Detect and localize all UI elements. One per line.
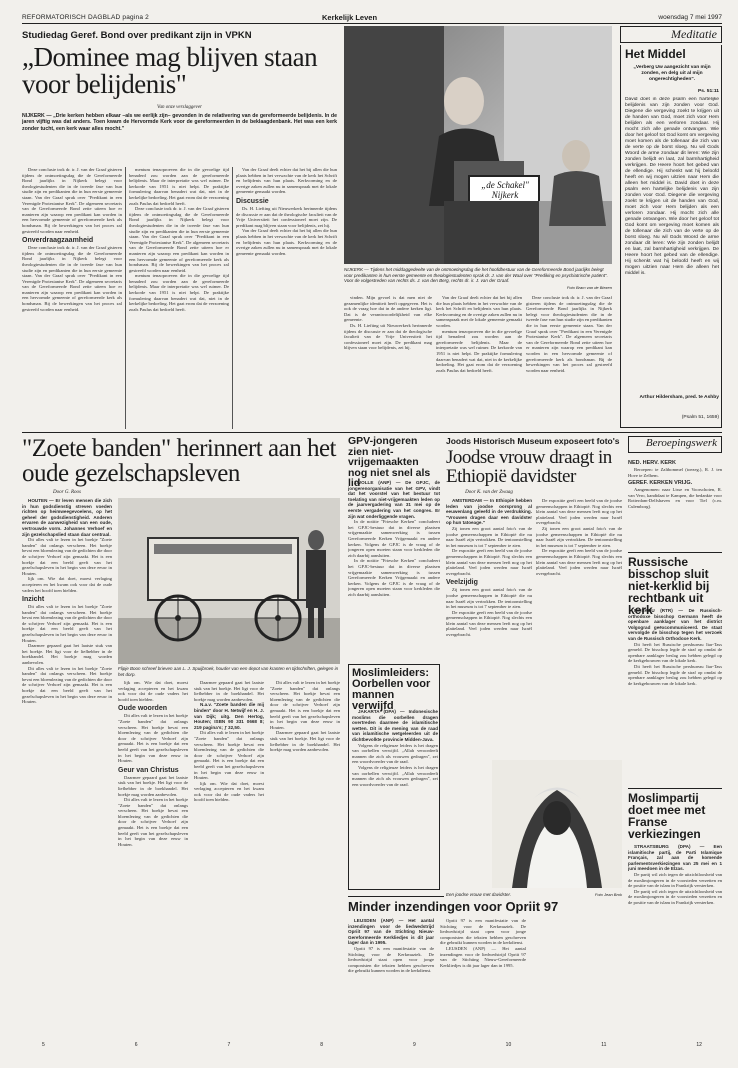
beroepingswerk-body	[628, 458, 722, 548]
moslimleiders-body-text: Volgens de religieuze leiders is het dragen van oorbellen verwijfd. „Allah veroordeelt mannen die zich als vrouwen gedragen", zei een woordvoerder van de raad.	[352, 742, 438, 765]
gezangen-body-3b: Dit alles valt te lezen in het boekje "Zoete banden" dat onlangs verscheen. Het boekje bevat een bloemlezing van de gedichten die door de schrijver Verhoef zijn gemaakt. Het is een boekje dat een beeld geeft van het gezelschapsleven in het begin van deze eeuw in Houten.	[194, 730, 264, 781]
meditatie-body-text: David doet in deze psalm een hartelijke belijdenis van zijn zonden voor God. Diegene die vergeving zoekt te krijgen uit de handen van God, moet zich voor Hem belijden als een verloren zondaar. Hij mocht zich alle genade ontvangen. Wie door het geloof tot God komt om vergeving moet komen als de tollenaar die zich van de verte op de borst sloeg. Nu wil Gods Woord de arme zondaar dit leren: Wie zijn zonden belijdt en laat, zal barmhartigheid verkrijgen. De Heere hoort het gebed van de ellendige. Hij schenkt wat hij beloofd heeft en wij mogen uitzien naar Hem die alleen het middel is.	[625, 97, 719, 186]
masthead-left: REFORMATORISCH DAGBLAD pagina 2	[22, 14, 149, 21]
subhead-geur-van-christus: Geur van Christus	[118, 766, 179, 774]
top-story-kicker: Studiedag Geref. Bond over predikant zijn in VPKN	[22, 30, 252, 41]
moslimleiders-body	[352, 709, 438, 887]
meditatie-box	[620, 45, 722, 428]
joods-headline: Joodse vrouw draagt in Ethiopië davidster	[446, 447, 612, 487]
russische-headline: Russische bisschop sluit niet-kerklid bij rechtbank uit kerk	[628, 555, 710, 617]
beroepingswerk-heading-2: GEREF. KERKEN VRIJG.	[628, 480, 693, 487]
subhead-onverdraagzaamheid: Onverdraagzaamheid	[22, 237, 94, 245]
joods-photo-credit: Foto Jean Brok	[594, 892, 622, 897]
top-photo-caption: NIJKERK — Tijdens het middaggedeelte van de ontmoetingsdag die het hoofdbestuur van de Gereformeerde Bond jaarlijks belegt voor predikanten in hun eerste gemeente en theologiestudenten sprak dr. J. van der Waal over "Prediking en psychiatrische patiënt". Voor de volgestreden van rechts ds. J. van den Berg, rechts dr. ir. J. van der Graaf.	[344, 267, 608, 283]
footer-marks	[22, 1042, 722, 1050]
top-story-col-3	[236, 167, 337, 429]
moslimleiders-intro: JAKARTA (DPA) — Indonesische moslims die oorbellen dragen overtreden daarmee de islamitische wetten. Dit is de mening van de raad van islamitische wetgeleerden uit de dichtbevolkte provincie Midden-Java.	[352, 709, 438, 742]
top-story-body-1: Deze conclusie trok dr. ir. J. van der Graaf gisteren tijdens de ontmoetingsdag die de Gereformeerde Bond jaarlijks in Nijkerk belegt voor theologiestudenten die in de tweede fase van hun studie zijn en predikanten die in hun eerste gemeente staan. Van der Graaf sprak over "Predikant in een Verenigde Protestantse Kerk". De algemeen secretaris van de Gereformeerde Bond zette uiteen hoe er manieren zijn waarop een predikant kan worden in een hervormde gemeente of gereformeerde kerk als bondsman. Bij de bewerkingen van het proces zal gestreefd worden naar eenheid.	[22, 167, 122, 234]
top-story-col-4	[344, 295, 432, 429]
moslimpartij-headline: Moslimpartij doet mee met Franse verkiezingen	[628, 791, 706, 841]
footer-mark: 7	[227, 1042, 231, 1048]
gezangen-body-3: Daarmee gepaard gaat het laatste stuk van het boekje. Het ligt voor de liefhebber in de boekhandel. Het boekje mag worden aanbevolen.	[194, 680, 264, 702]
top-story-headline: „Dominee mag blijven staan voor belijdenis"	[22, 42, 318, 99]
top-story-body-6b: mentum tenzoproeven die in die gevoelige tijd benaderd zou worden aan de gereformeerde belijdenis. Maar de interpretatie was wel ruimer. De kerkorde van 1951 is niet helpt. De praktijke formulering daarvan benadert wat dat, niet in de kerkelijke bedoeling. Het gaat erom dat de verzoening zoals Paulus dat bedoeld heeft.	[436, 328, 522, 373]
opriit-intro: LEUSDEN (ANP) — Het aantal inzendingen voor de liedwedstrijd Opriit 97 van de Stichting Nieuw-Gereformeerde Kerkliedjes is dit jaar lager dan in 1995.	[348, 918, 434, 946]
moslimpartij-body-text: De partij wil zich tegen de uitzichtloosheid van de moslimjongeren in de voorsteden verzetten en de positie van de islam in Frankrijk versterken.	[628, 871, 722, 889]
masthead-section: Kerkelijk Leven	[322, 13, 378, 22]
footer-mark: 9	[412, 1042, 416, 1048]
moslimleiders-box	[348, 664, 440, 890]
top-story-col-2	[129, 167, 229, 429]
gezangen-col-4	[270, 680, 340, 890]
top-story-body-3: Van der Graaf deelt echter dat het bij allen die hun plaats hebben in het verwachte van de kerk het Schrift en belijdenis van hun plaats. Kerkvorming en de overige zaken zullen nu in samenspraak met de lokale gemeente gemaakt worden.	[236, 167, 337, 195]
top-story-body-2c: mentum tenzoproeven die in die gevoelige tijd benaderd zou worden aan de gereformeerde belijdenis. Maar de interpretatie was wel ruimer. De kerkorde van 1951 is niet helpt. De praktijke formulering daarvan benadert wat dat, niet in de kerkelijke bedoeling. Het gaat erom dat de verzoening zoals Paulus dat bedoeld heeft.	[129, 273, 229, 312]
top-story-intro: NIJKERK — „Drie kerken hebben elkaar –als we eerlijk zijn– gevonden in de relativering van de gereformeerde belijdenis. In de jaren vijftig was dat anders. Toen kwam de Hervormde Kerk voor de gereformeerden in de beklaagdenbank. Het was een kerk zonder tucht, een kerk waar alles mocht."	[22, 113, 337, 132]
ethiopian-woman-photo-svg	[492, 760, 622, 888]
beroepingswerk-tab: Beroepingswerk	[628, 436, 722, 453]
subhead-oude-woorden: Oude woorden	[118, 705, 167, 713]
meditatie-tab: Meditatie	[620, 26, 722, 43]
joods-body-2: De expositie geeft een beeld van de joodse gemeenschappen in Ethiopië. Nog slechts een klein aantal van deze mensen leeft nog op het platteland. Veel joden werden naar Israël overgebracht.	[536, 498, 622, 526]
top-story-body-5b: Ds. H. Liefting uit Nieuwerkerk herinnerde tijdens de discussie er aan dat de theologische faculteit van de Vrije Universiteit het confessioneel moet zijn. De predikant mag blijven staan voor belijdenis, zei hij.	[344, 322, 432, 351]
top-story-body-4: Ds. H. Liefting uit Nieuwerkerk herinnerde tijdens de discussie er aan dat de theologische faculteit van de Vrije Universiteit het confessioneel moet zijn. De predikant mag blijven staan voor belijdenis, zei hij.	[236, 205, 337, 228]
gezangen-body-4b: Daarmee gepaard gaat het laatste stuk van het boekje. Het ligt voor de liefhebber in de boekhandel. Het boekje mag worden aanbevolen.	[270, 730, 340, 753]
top-story-body-4b: Van der Graaf deelt echter dat het bij allen die hun plaats hebben in het verwachte van de kerk het Schrift en belijdenis van hun plaats. Kerkvorming en de overige zaken zullen nu in samenspraak met de lokale gemeente gemaakt worden.	[236, 228, 337, 256]
gezangen-headline: "Zoete banden" herinnert aan het oude gezelschapsleven	[22, 435, 336, 487]
newspaper-page	[22, 12, 722, 1052]
russische-intro: MOSKOU (RTR) — De Russisch-orthodoxe bisschop Germann heeft de openbare aanklager van het district Volgograd geëxcommuniceerd. De staat vervolgde de bisschop tegen het verzoek van de Russisch Orthodoxe Kerk.	[628, 608, 722, 641]
section-rule	[348, 896, 444, 897]
subhead-discussie: Discussie	[236, 197, 269, 205]
top-story-body-6: Van der Graaf deelt echter dat het bij allen die hun plaats hebben in het verwachte van de kerk het Schrift en belijdenis van hun plaats. Kerkvorming en de overige zaken zullen nu in samenspraak met de lokale gemeente gemaakt worden.	[436, 295, 522, 328]
gezangen-body-1e: Dit alles valt te lezen in het boekje "Zoete banden" dat onlangs verscheen. Het boekje bevat een bloemlezing van de gedichten die door de schrijver Verhoef zijn gemaakt. Het is een boekje dat een beeld geeft van het gezelschapsleven in het begin van deze eeuw in Houten.	[22, 665, 112, 705]
beroepingswerk-heading-1: NED. HERV. KERK	[628, 460, 676, 466]
top-story-col-5	[436, 295, 522, 429]
top-story-body-7: Deze conclusie trok dr. ir. J. van der Graaf gisteren tijdens de ontmoetingsdag die de Gereformeerde Bond jaarlijks in Nijkerk belegt voor theologiestudenten die in de tweede fase van hun studie zijn en predikanten die in hun eerste gemeente staan. Van der Graaf sprak over "Predikant in een Verenigde Protestantse Kerk". De algemeen secretaris van de Gereformeerde Bond zette uiteen hoe er manieren zijn waarop een predikant kan worden in een hervormde gemeente of gereformeerde kerk als bondsman. Bij de bewerkingen van het proces zal gestreefd worden naar eenheid.	[526, 295, 612, 373]
gezangen-photo-caption: Flipje Boon schreef brieven aan L. J. Spuijbroek, houder van een depot van kranten en tijdschriften, gelegen in het dorp.	[118, 666, 339, 677]
beroepingswerk-text-2: Aangenomen: naar Lisse en Voorschoten, R. van Vero, kandidaat te Kampen, die bedankte voor Rotterdam-Delfshaven en voor Tiel (c.m. Culemborg).	[628, 487, 722, 509]
top-story-body-2: mentum tenzoproeven die in die gevoelige tijd benaderd zou worden aan de gereformeerde belijdenis. Maar de interpretatie was wel ruimer. De kerkorde van 1951 is niet helpt. De praktijke formulering daarvan benadert wat dat, niet in de kerkelijke bedoeling. Het gaat erom dat de verzoening zoals Paulus dat bedoeld heeft.	[129, 167, 229, 206]
column-divider	[232, 167, 233, 429]
meditatie-quote: „Verberg Uw aangezicht van mijn zonden, en delg uit al mijn ongerechtigheden".	[633, 65, 711, 82]
joods-body-1: Zij tonen een groot aantal foto's van de joodse gemeenschappen in Ethiopië die nu naar Israël zijn vertrokken. De tentoonstelling in het museum is tot 7 september te zien.	[446, 525, 532, 548]
footer-mark: 5	[42, 1042, 45, 1048]
joods-body-2b: Zij tonen een groot aantal foto's van de joodse gemeenschappen in Ethiopië die nu naar Israël zijn vertrokken. De tentoonstelling in het museum is tot 7 september te zien.	[536, 525, 622, 548]
joods-col-2	[536, 498, 622, 756]
opriit-col-2	[440, 918, 526, 1038]
top-story-body-1b: Deze conclusie trok dr. ir. J. van der Graaf gisteren tijdens de ontmoetingsdag die de Gereformeerde Bond jaarlijks in Nijkerk belegt voor theologiestudenten die in de tweede fase van hun studie zijn en predikanten die in hun eerste gemeente staan. Van der Graaf sprak over "Predikant in een Verenigde Protestantse Kerk". De algemeen secretaris van de Gereformeerde Bond zette uiteen hoe er manieren zijn waarop een predikant kan worden in een hervormde gemeente of gereformeerde kerk als bondsman. Bij de bewerkingen van het proces zal gestreefd worden naar eenheid.	[22, 245, 122, 312]
gpv-body-text-2: In de notitie "Friesche Kerken" concludeert het GPJC-bestuur dat in diverse plaatsen vrijgemaakte samenwerking is tussen Gereformeerde Kerken Vrijgemaakt en andere kerken. Volgens de GPJC is de vraag of de jongeren open moeten staan voor kerkleden die zich daarbij aansluiten.	[348, 558, 440, 597]
bread-cart-photo-svg	[118, 498, 340, 664]
gezangen-body-3c: lijk om. Wie dat doet, moest verlaging accepteren en het kwam ook voor dat de oude vaders het hoofd toen hielden.	[194, 780, 264, 803]
joods-kicker: Joods Historisch Museum exposeert foto's	[446, 436, 620, 446]
top-story-body-2b: Deze conclusie trok dr. ir. J. van der Graaf gisteren tijdens de ontmoetingsdag die de Gereformeerde Bond jaarlijks in Nijkerk belegt voor theologiestudenten die in de tweede fase van hun studie zijn en predikanten die in hun eerste gemeente staan. Van der Graaf sprak over "Predikant in een Verenigde Protestantse Kerk". De algemeen secretaris van de Gereformeerde Bond zette uiteen hoe er manieren zijn waarop een predikant kan worden in een hervormde gemeente of gereformeerde kerk als bondsman. Bij de bewerkingen van het proces zal gestreefd worden naar eenheid.	[129, 206, 229, 273]
beroepingswerk-text-1: Beroepen: te Zaltbommel (toezeg.), R. J. ten Hove te Zelhem.	[628, 467, 722, 478]
gezangen-body-2d: Dit alles valt te lezen in het boekje "Zoete banden" dat onlangs verscheen. Het boekje bevat een bloemlezing van de gedichten die door de schrijver Verhoef zijn gemaakt. Het is een boekje dat een beeld geeft van het gezelschapsleven in het begin van deze eeuw in Houten.	[118, 797, 188, 847]
joods-photo-caption: Een joodse vrouw met davidster.	[446, 892, 512, 897]
footer-mark: 12	[696, 1042, 702, 1048]
meditatie-author-ref: (Psalm 51, 1659)	[681, 415, 719, 420]
joods-byline: Door K. van der Zwaag	[465, 490, 513, 495]
gezangen-col-2	[118, 680, 188, 1038]
top-story-body-5: vinden. Mijn gevoel is dat men niet de gezamenlijke identiteit heeft opgegeven. Het is ook de vraag hoe dat in de andere kerken ligt. Dat is de verantwoordelijkheid van elke gemeente.	[344, 295, 432, 323]
gezangen-body-1b: lijk om. Wie dat doet, moest verlaging accepteren en het kwam ook voor dat de oude vaders het hoofd toen hielden.	[22, 576, 112, 593]
joods-intro: AMSTERDAM — In Ethiopië hebben leden van joodse oorsprong al eeuwenlang geleefd in de verdrukking. "Vrouwen dragen daar een davidster op hun tatoeage."	[446, 498, 532, 526]
moslimpartij-intro: STRAATSBURG (DPA) — Een islamitische partij, de Parti Islamique Français, zal aan de komende parlementsverkiezingen van 25 mei en 1 juni meedoen in de Elzas.	[628, 844, 722, 872]
russische-body	[628, 608, 722, 784]
gezangen-body-1: Dit alles valt te lezen in het boekje "Zoete banden" dat onlangs verscheen. Het boekje bevat een bloemlezing van de gedichten die door de schrijver Verhoef zijn gemaakt. Het is een boekje dat een beeld geeft van het gezelschapsleven in het begin van deze eeuw in Houten.	[22, 537, 112, 576]
moslimleiders-headline: Moslimleiders: Oorbellen voor mannen verwijfd	[352, 667, 431, 712]
speaker-photo-svg	[344, 26, 612, 264]
top-story-col-6	[526, 295, 612, 429]
joods-body-1b: De expositie geeft een beeld van de joodse gemeenschappen in Ethiopië. Nog slechts een klein aantal van deze mensen leeft nog op het platteland. Veel joden werden naar Israël overgebracht.	[446, 548, 532, 576]
joods-body-1d: De expositie geeft een beeld van de joodse gemeenschappen in Ethiopië. Nog slechts een klein aantal van deze mensen leeft nog op het platteland. Veel joden werden naar Israël overgebracht.	[446, 609, 532, 638]
gezangen-body-2b: Dit alles valt te lezen in het boekje "Zoete banden" dat onlangs verscheen. Het boekje bevat een bloemlezing van de gedichten die door de schrijver Verhoef zijn gemaakt. Het is een boekje dat een beeld geeft van het gezelschapsleven in het begin van deze eeuw in Houten.	[118, 713, 188, 764]
gezangen-col-1	[22, 498, 112, 1038]
top-photo	[344, 26, 612, 264]
joods-photo	[492, 760, 622, 888]
meditatie-quote-ref: Ps. 51:11	[698, 89, 719, 94]
opriit-col-1	[348, 918, 434, 1038]
gezangen-body-4: Dit alles valt te lezen in het boekje "Zoete banden" dat onlangs verscheen. Het boekje bevat een bloemlezing van de gedichten die door de schrijver Verhoef zijn gemaakt. Het is een boekje dat een beeld geeft van het gezelschapsleven in het begin van deze eeuw in Houten.	[270, 680, 340, 730]
joods-body-1c: Zij tonen een groot aantal foto's van de joodse gemeenschappen in Ethiopië die nu naar Israël zijn vertrokken. De tentoonstelling in het museum is tot 7 september te zien.	[446, 587, 532, 610]
footer-mark: 11	[601, 1042, 607, 1048]
moslimpartij-body	[628, 844, 722, 1038]
gezangen-body-1c: Dit alles valt te lezen in het boekje "Zoete banden" dat onlangs verscheen. Het boekje bevat een bloemlezing van de gedichten die door de schrijver Verhoef zijn gemaakt. Het is een boekje dat een beeld geeft van het gezelschapsleven in het begin van deze eeuw in Houten.	[22, 604, 112, 643]
gezangen-byline: Door G. Roos	[53, 490, 81, 495]
section-rule	[628, 552, 722, 553]
opriit-body-2b: LEUSDEN (ANP) — Het aantal inzendingen voor de liedwedstrijd Opriit 97 van de Stichting Nieuw-Gereformeerde Kerkliedjes is dit jaar lager dan in 1995.	[440, 945, 526, 968]
opriit-body-2: Opriit 97 is een manifestatie van de Stichting voor de Kerkmuziek. De liedwedstrijd staat open voor jonge componisten die teksten hebben geschreven die gebruikt kunnen worden in de kerkdienst.	[440, 918, 526, 946]
russische-body-text: Dit heeft het Russische persbureau Itar-Tass gemeld. De bisschop legde de straf op omdat de openbare aanklager beslag zou hebben gelegd op de kerkgebouwen van de lokale kerk.	[628, 641, 722, 664]
opriit-body-1: Opriit 97 is een manifestatie van de Stichting voor de Kerkmuziek. De liedwedstrijd staat open voor jonge componisten die teksten hebben geschreven die gebruikt kunnen worden in de kerkdienst.	[348, 945, 434, 974]
gezangen-body-1d: Daarmee gepaard gaat het laatste stuk van het boekje. Het ligt voor de liefhebber in de boekhandel. Het boekje mag worden aanbevolen.	[22, 643, 112, 666]
subhead-veelzijdig: Veelzijdig	[446, 579, 478, 587]
meditatie-body-text-2: David doet in deze psalm een hartelijke belijdenis van zijn zonden voor God. Diegene die vergeving zoekt te krijgen uit de handen van God, moet zich voor Hem belijden als een verloren zondaar. Hij mocht zich alle genade ontvangen. Wie door het geloof tot God komt om vergeving moet komen als de tollenaar die zich van de verte op de borst sloeg. Nu wil Gods Woord de arme zondaar dit leren: Wie zijn zonden belijdt en laat, zal barmhartigheid verkrijgen. De Heere hoort het gebed van de ellendige. Hij schenkt wat hij beloofd heeft en wij mogen uitzien naar Hem die alleen het middel is.	[625, 181, 719, 276]
top-photo-credit: Foto Bram van de Biezen	[566, 285, 612, 290]
footer-mark: 8	[320, 1042, 323, 1048]
gpv-headline: GPV-jongeren zien niet-vrijgemaakten nog niet snel als lid	[348, 435, 431, 489]
moslimleiders-body-text-2: Volgens de religieuze leiders is het dragen van oorbellen verwijfd. „Allah veroordeelt mannen die zich als vrouwen gedragen", zei een woordvoerder van de raad.	[352, 764, 438, 787]
footer-mark: 6	[134, 1042, 138, 1048]
gpv-intro: ZWOLLE (ANP) — De GPJC, de jongerenorganisatie van het GPV, vindt dat het voorstel van het bestuur tot toelating van niet-vrijgemaakten leden op de jaarvergadering van 31 mei op de eerste vergadering van het congres. Er zijn wat onderliggende vragen.	[348, 480, 440, 519]
subhead-inzicht: Inzicht	[22, 596, 45, 604]
masthead-date: woensdag 7 mei 1997	[658, 14, 722, 21]
top-story-col-1	[22, 167, 122, 429]
footer-mark: 10	[505, 1042, 512, 1048]
gpv-body-text: In de notitie "Friesche Kerken" concludeert het GPJC-bestuur dat in diverse plaatsen vrijgemaakte samenwerking is tussen Gereformeerde Kerken Vrijgemaakt en andere kerken. Volgens de GPJC is de vraag of de jongeren open moeten staan voor kerkleden die zich daarbij aansluiten.	[348, 519, 440, 558]
meditatie-body	[625, 97, 719, 387]
moslimpartij-body-text-2: De partij wil zich tegen de uitzichtloosheid van de moslimjongeren in de voorsteden verzetten en de positie van de islam in Frankrijk versterken.	[628, 888, 722, 905]
russische-body-text-2: Dit heeft het Russische persbureau Itar-Tass gemeld. De bisschop legde de straf op omdat de openbare aanklager beslag zou hebben gelegd op de kerkgebouwen van de lokale kerk.	[628, 663, 722, 686]
gezangen-intro: HOUTEN — Er leven mensen die zich in hun godsdienstig streven voeden richten op heimweegevoelens, op het geheel der godsdienstigheid. Anderen ervaren de aanwezigheid van een oude, vertrouwde vorm. Johannes Verhoef en zijn gezelschapslied staan daar centraal.	[22, 498, 112, 537]
joods-body-2c: De expositie geeft een beeld van de joodse gemeenschappen in Ethiopië. Nog slechts een klein aantal van deze mensen leeft nog op het platteland. Veel joden werden naar Israël overgebracht.	[536, 548, 622, 576]
photo-sign-text: „de Schakel" Nijkerk	[481, 180, 529, 200]
gezangen-photo	[118, 498, 340, 664]
gezangen-book-info: N.a.v. "Zoete banden die mij binden" door H. Netwijf en H. J. van Dijk; uitg. Den Hertog, Houten; ISBN 90 331 0668 8; 219 pagina's; ƒ 32,50.	[194, 702, 264, 730]
gezangen-body-2: lijk om. Wie dat doet, moest verlaging accepteren en het kwam ook voor dat de oude vaders het hoofd toen hielden.	[118, 680, 188, 702]
section-rule	[628, 788, 722, 789]
column-divider	[125, 167, 126, 429]
meditatie-title: Het Middel	[625, 47, 686, 61]
top-story-byline: Van onze verslaggever	[157, 105, 202, 110]
gezangen-col-3	[194, 680, 264, 1038]
masthead	[22, 12, 722, 24]
opriit-headline: Minder inzendingen voor Opriit 97	[348, 899, 559, 914]
meditatie-author: Arthur Hildersham, pred. te Ashby	[639, 395, 719, 400]
gpv-body	[348, 480, 440, 660]
gezangen-body-2c: Daarmee gepaard gaat het laatste stuk van het boekje. Het ligt voor de liefhebber in de boekhandel. Het boekje mag worden aanbevolen.	[118, 774, 188, 797]
section-rule	[22, 432, 722, 433]
